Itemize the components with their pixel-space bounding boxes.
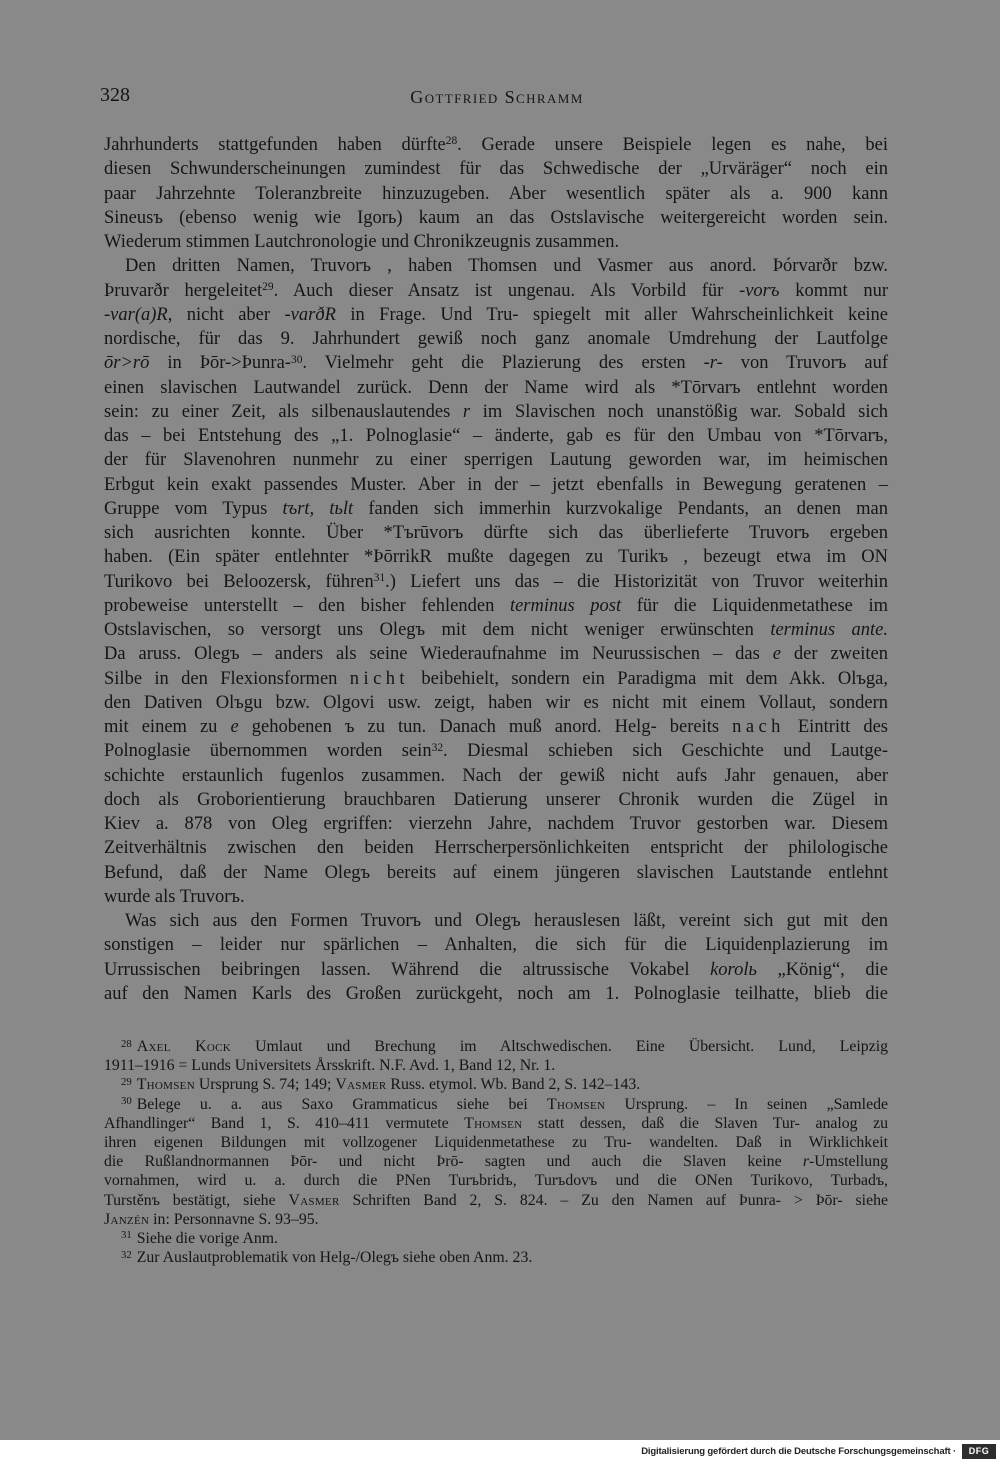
footnote-reference: 31 — [373, 571, 386, 584]
text-line — [104, 521, 888, 545]
text-line — [104, 642, 888, 666]
text-line — [104, 254, 888, 278]
text-run: in Þōr->Þunra- — [149, 353, 291, 374]
footnote-line — [104, 1171, 888, 1190]
text-run: Silbe in den Flexionsformen — [104, 668, 350, 689]
text-run: den Dativen Olъgu bzw. Olgovi usw. zeigt, haben wir es nicht mit einem Vollaut, sondern — [104, 692, 888, 713]
small-caps-name: Thomsen — [136, 1076, 195, 1094]
footnote-line — [104, 1095, 888, 1114]
footnote-reference: 32 — [431, 741, 444, 754]
text-run: Den dritten Namen, Truvorъ , haben Thomsen und Vasmer aus anord. Þórvarðr bzw. — [125, 256, 888, 277]
text-run: kommt nur — [779, 280, 888, 301]
text-run: Russ. etymol. Wb. Band 2, S. 142–143. — [386, 1076, 641, 1094]
footnote-reference: 28 — [445, 135, 458, 148]
text-line — [104, 424, 888, 448]
text-run: fanden sich immerhin kurzvokalige Pendants, an denen man — [353, 498, 888, 519]
text-line — [104, 303, 888, 327]
small-caps-name: Janzén — [104, 1210, 150, 1228]
text-line — [104, 545, 888, 569]
footnote — [104, 1229, 888, 1248]
text-run: Was sich aus den Formen Truvorъ und Olegъ herauslesen läßt, vereint sich gut mit den — [125, 911, 888, 931]
text-run: Erbgut kein exakt passendes Muster. Aber in der – jetzt ebenfalls in Bewegung geratenen – — [104, 474, 888, 495]
italic-text: r — [802, 1153, 810, 1171]
text-run: Ostslavischen, so versorgt uns Olegъ mit dem nicht weniger erwünschten — [104, 620, 771, 640]
italic-text: terminus post — [509, 595, 622, 616]
footnote-number: 31 — [121, 1229, 132, 1242]
text-line — [104, 497, 888, 521]
footnote-number: 28 — [121, 1037, 132, 1050]
small-caps-name: Vasmer — [335, 1076, 387, 1094]
text-run: nordische, für das 9. Jahrhundert gewiß noch ganz anomale Umdrehung der Lautfolge — [104, 329, 888, 349]
text-line — [104, 279, 888, 303]
text-run: von Truvorъ auf — [722, 353, 888, 374]
italic-text: -r- — [703, 353, 723, 374]
text-run: die Rußlandnormannen Þōr- und nicht Þrō- sagten und auch die Slaven keine — [104, 1153, 803, 1171]
footnote-line — [104, 1114, 888, 1133]
text-line — [104, 594, 888, 618]
text-line — [104, 376, 888, 400]
text-line — [104, 861, 888, 885]
text-line — [104, 230, 888, 254]
text-run: sein: zu einer Zeit, als silbenauslautendes — [104, 401, 463, 422]
footnote-reference: 30 — [290, 353, 303, 366]
text-run: 1911–1916 = Lunds Universitets Årsskrift. N.F. Avd. 1, Band 12, Nr. 1. — [104, 1057, 556, 1075]
text-run: doch als Groborientierung brauchbaren Datierung unserer Chronik wurden die Zügel in — [104, 789, 888, 810]
text-line — [104, 182, 888, 206]
footnote-reference: 29 — [262, 280, 274, 293]
italic-text: e — [230, 717, 239, 737]
dfg-logo: DFG — [962, 1444, 996, 1459]
text-run: Polnoglasie übernommen worden sein — [104, 741, 432, 762]
text-run: Eintritt des — [784, 717, 888, 737]
italic-text: tъrt, tьlt — [282, 498, 354, 519]
text-run: Da aruss. Olegъ – anders als seine Wiederaufnahme im Neurussischen – das — [104, 644, 773, 665]
text-run: . Gerade unsere Beispiele legen es nahe, bei — [457, 135, 888, 155]
text-line — [104, 448, 888, 472]
main-text — [104, 133, 888, 1006]
running-head: Gottfried Schramm — [410, 87, 584, 107]
text-run: statt dessen, daß die Slaven Tur- analog zu — [522, 1114, 888, 1132]
text-run: Schriften Band 2, S. 824. – Zu den Namen auf Þunra- > Þōr- siehe — [339, 1191, 888, 1209]
text-run: der für Slavenohren nunmehr zu einer sperrigen Lautung geworden war, im heimischen — [104, 450, 888, 471]
text-line — [104, 885, 888, 909]
italic-text: -vorъ — [739, 280, 780, 301]
text-run: Zeitverhältnis zwischen den beiden Herrscherpersönlichkeiten entspricht der philologische — [104, 838, 888, 859]
funding-credit: Digitalisierung gefördert durch die Deutsche Forschungsgemeinschaft · — [641, 1446, 956, 1457]
text-line — [104, 909, 888, 933]
text-line — [104, 618, 888, 642]
text-line — [104, 788, 888, 812]
footnote-number: 29 — [121, 1075, 132, 1088]
text-run: Turstěnъ bestätigt, siehe — [104, 1191, 289, 1209]
paragraph — [104, 133, 888, 254]
text-run: -Umstellung — [809, 1153, 888, 1171]
text-run: Ursprung S. 74; 149; — [194, 1076, 336, 1094]
text-run: Kiev a. 878 von Oleg ergriffen: vierzehn Jahre, nachdem Truvor gestorben war. Diesem — [104, 814, 888, 834]
text-run: Urrussischen beibringen lassen. Während die altrussische Vokabel — [104, 959, 711, 980]
footnote-line — [104, 1075, 888, 1094]
italic-text: e — [772, 644, 781, 665]
text-line — [104, 958, 888, 982]
footnote-line — [104, 1056, 888, 1075]
text-line — [104, 570, 888, 594]
text-run: probeweise unterstellt – den bisher fehlenden — [104, 595, 510, 616]
text-line — [104, 764, 888, 788]
text-run: haben. (Ein später entlehnter *ÞōrrikR mußte dagegen zu Turikъ , bezeugt etwa im ON — [104, 547, 888, 568]
footnote — [104, 1037, 888, 1075]
text-run: Belege u. a. aus Saxo Grammaticus siehe bei — [136, 1095, 548, 1113]
text-run: wurde als Truvorъ. — [104, 886, 245, 907]
footnote — [104, 1248, 888, 1267]
text-run: Turikovo bei Beloozersk, führen — [104, 571, 374, 592]
text-line — [104, 691, 888, 715]
text-run: „König“, die — [756, 959, 888, 980]
small-caps-name: Vasmer — [288, 1191, 340, 1209]
small-caps-name: Thomsen — [464, 1114, 523, 1132]
footnote-line — [104, 1191, 888, 1210]
text-run: vornahmen, wird u. a. durch die PNen Turъbridъ, Turъdovъ und die ONen Turikovo, Turbadъ, — [104, 1172, 888, 1190]
text-run: paar Jahrzehnte Toleranzbreite hinzuzugeben. Aber wesentlich später als a. 900 kann — [104, 183, 888, 204]
text-run: gehobenen ъ zu tun. Danach muß anord. Helg- bereits — [238, 717, 733, 737]
footnote — [104, 1075, 888, 1094]
text-run: sonstigen – leider nur spärlichen – Anhalten, die sich für die Liquidenplazierung im — [104, 935, 888, 956]
text-run: Afhandlinger“ Band 1, S. 410–411 vermutete — [104, 1114, 465, 1132]
text-run: Sineusъ (ebenso wenig wie Igorь) kaum an das Ostslavische weitergereicht worden sein. — [104, 207, 888, 228]
footnotes — [104, 1037, 888, 1267]
text-run: für die Liquidenmetathese im — [621, 595, 888, 616]
text-line — [104, 206, 888, 230]
text-run: ihren eigenen Bildungen mit vollzogener Liquidenmetathese zu Tru- wandelten. Daß in Wirklichkeit — [104, 1133, 888, 1151]
text-line — [104, 667, 888, 691]
text-run: der zweiten — [780, 644, 888, 665]
text-line — [104, 836, 888, 860]
text-run: Gruppe vom Typus — [104, 498, 283, 519]
text-run: , nicht aber — [167, 304, 285, 325]
italic-text: -varðR — [284, 304, 336, 325]
text-run: Siehe die vorige Anm. — [136, 1229, 279, 1247]
italic-text: -var(a)R — [104, 304, 168, 325]
text-run: . Vielmehr geht die Plazierung des ersten — [302, 353, 704, 374]
text-line — [104, 327, 888, 351]
text-run: sich ausrichten konnte. Über *Tъrūvorъ dürfte sich das überlieferte Truvorъ ergeben — [104, 523, 888, 543]
text-run: .) Liefert uns das – die Historizität von Truvor weiterhin — [385, 571, 888, 592]
text-run: Umlaut und Brechung im Altschwedischen. Eine Übersicht. Lund, Leipzig — [230, 1038, 889, 1055]
paragraph — [104, 254, 888, 909]
footnote-line — [104, 1248, 888, 1267]
text-run: diesen Schwunderscheinungen zumindest für das Schwedische der „Urväräger“ noch ein — [104, 159, 888, 180]
text-line — [104, 351, 888, 375]
text-run: schichte erstaunlich fugenlos zusammen. Nach der gewiß nicht aufs Jahr genauen, aber — [104, 765, 888, 786]
footnote — [104, 1095, 888, 1229]
text-run: in: Personnavne S. 93–95. — [149, 1210, 319, 1228]
text-line — [104, 715, 888, 739]
italic-text: ōr>rō — [104, 353, 150, 374]
italic-text: r — [462, 401, 471, 422]
text-run: beibehielt, sondern ein Paradigma mit dem Akk. Olъga, — [409, 668, 888, 689]
text-run: Zur Auslautproblematik von Helg-/Olegъ siehe oben Anm. 23. — [136, 1249, 533, 1267]
digitization-credit-bar — [0, 1440, 1000, 1464]
text-run: mit einem zu — [104, 717, 231, 737]
text-run: auf den Namen Karls des Großen zurückgeht, noch am 1. Polnoglasie teilhatte, blieb die — [104, 983, 888, 1004]
text-run: . Auch dieser Ansatz ist ungenau. Als Vorbild für — [273, 280, 740, 301]
footnote-line — [104, 1133, 888, 1152]
footnote-line — [104, 1229, 888, 1248]
footnote-line — [104, 1210, 888, 1229]
spaced-text: nicht — [349, 668, 409, 689]
text-run: Befund, daß der Name Olegъ bereits auf einem jüngeren slavischen Lautstande entlehnt — [104, 862, 888, 883]
small-caps-name: Axel Kock — [136, 1038, 231, 1055]
text-line — [104, 739, 888, 763]
spaced-text: nach — [732, 717, 785, 737]
text-run: einen slavischen Lautwandel zurück. Denn der Name wird als *Tōrvarъ entlehnt worden — [104, 377, 888, 398]
text-run: in Frage. Und Tru- spiegelt mit aller Wahrscheinlichkeit keine — [335, 304, 888, 325]
text-line — [104, 982, 888, 1006]
text-line — [104, 812, 888, 836]
footnote-line — [104, 1037, 888, 1056]
text-line — [104, 933, 888, 957]
italic-text: terminus ante. — [770, 620, 888, 640]
small-caps-name: Thomsen — [547, 1095, 606, 1113]
text-run: Ursprung. – In seinen „Samlede — [605, 1095, 888, 1113]
text-line — [104, 473, 888, 497]
footnote-line — [104, 1152, 888, 1171]
text-run: Wiederum stimmen Lautchronologie und Chronikzeugnis zusammen. — [104, 232, 620, 252]
text-run: . Diesmal schieben sich Geschichte und Lautge- — [443, 741, 888, 762]
text-run: Þruvarðr hergeleitet — [104, 280, 263, 301]
page-number: 328 — [100, 84, 130, 106]
text-line — [104, 133, 888, 157]
text-run: im Slavischen noch unanstößig war. Sobald sich — [470, 401, 888, 422]
footnote-number: 30 — [121, 1095, 132, 1108]
text-run: das – bei Entstehung des „1. Polnoglasie“ – änderte, gab es für den Umbau von *Tōrvarъ, — [104, 426, 888, 446]
paragraph — [104, 909, 888, 1006]
text-line — [104, 157, 888, 181]
text-line — [104, 400, 888, 424]
text-run: Jahrhunderts stattgefunden haben dürfte — [104, 135, 446, 155]
italic-text: korolь — [710, 959, 757, 980]
footnote-number: 32 — [121, 1248, 132, 1261]
